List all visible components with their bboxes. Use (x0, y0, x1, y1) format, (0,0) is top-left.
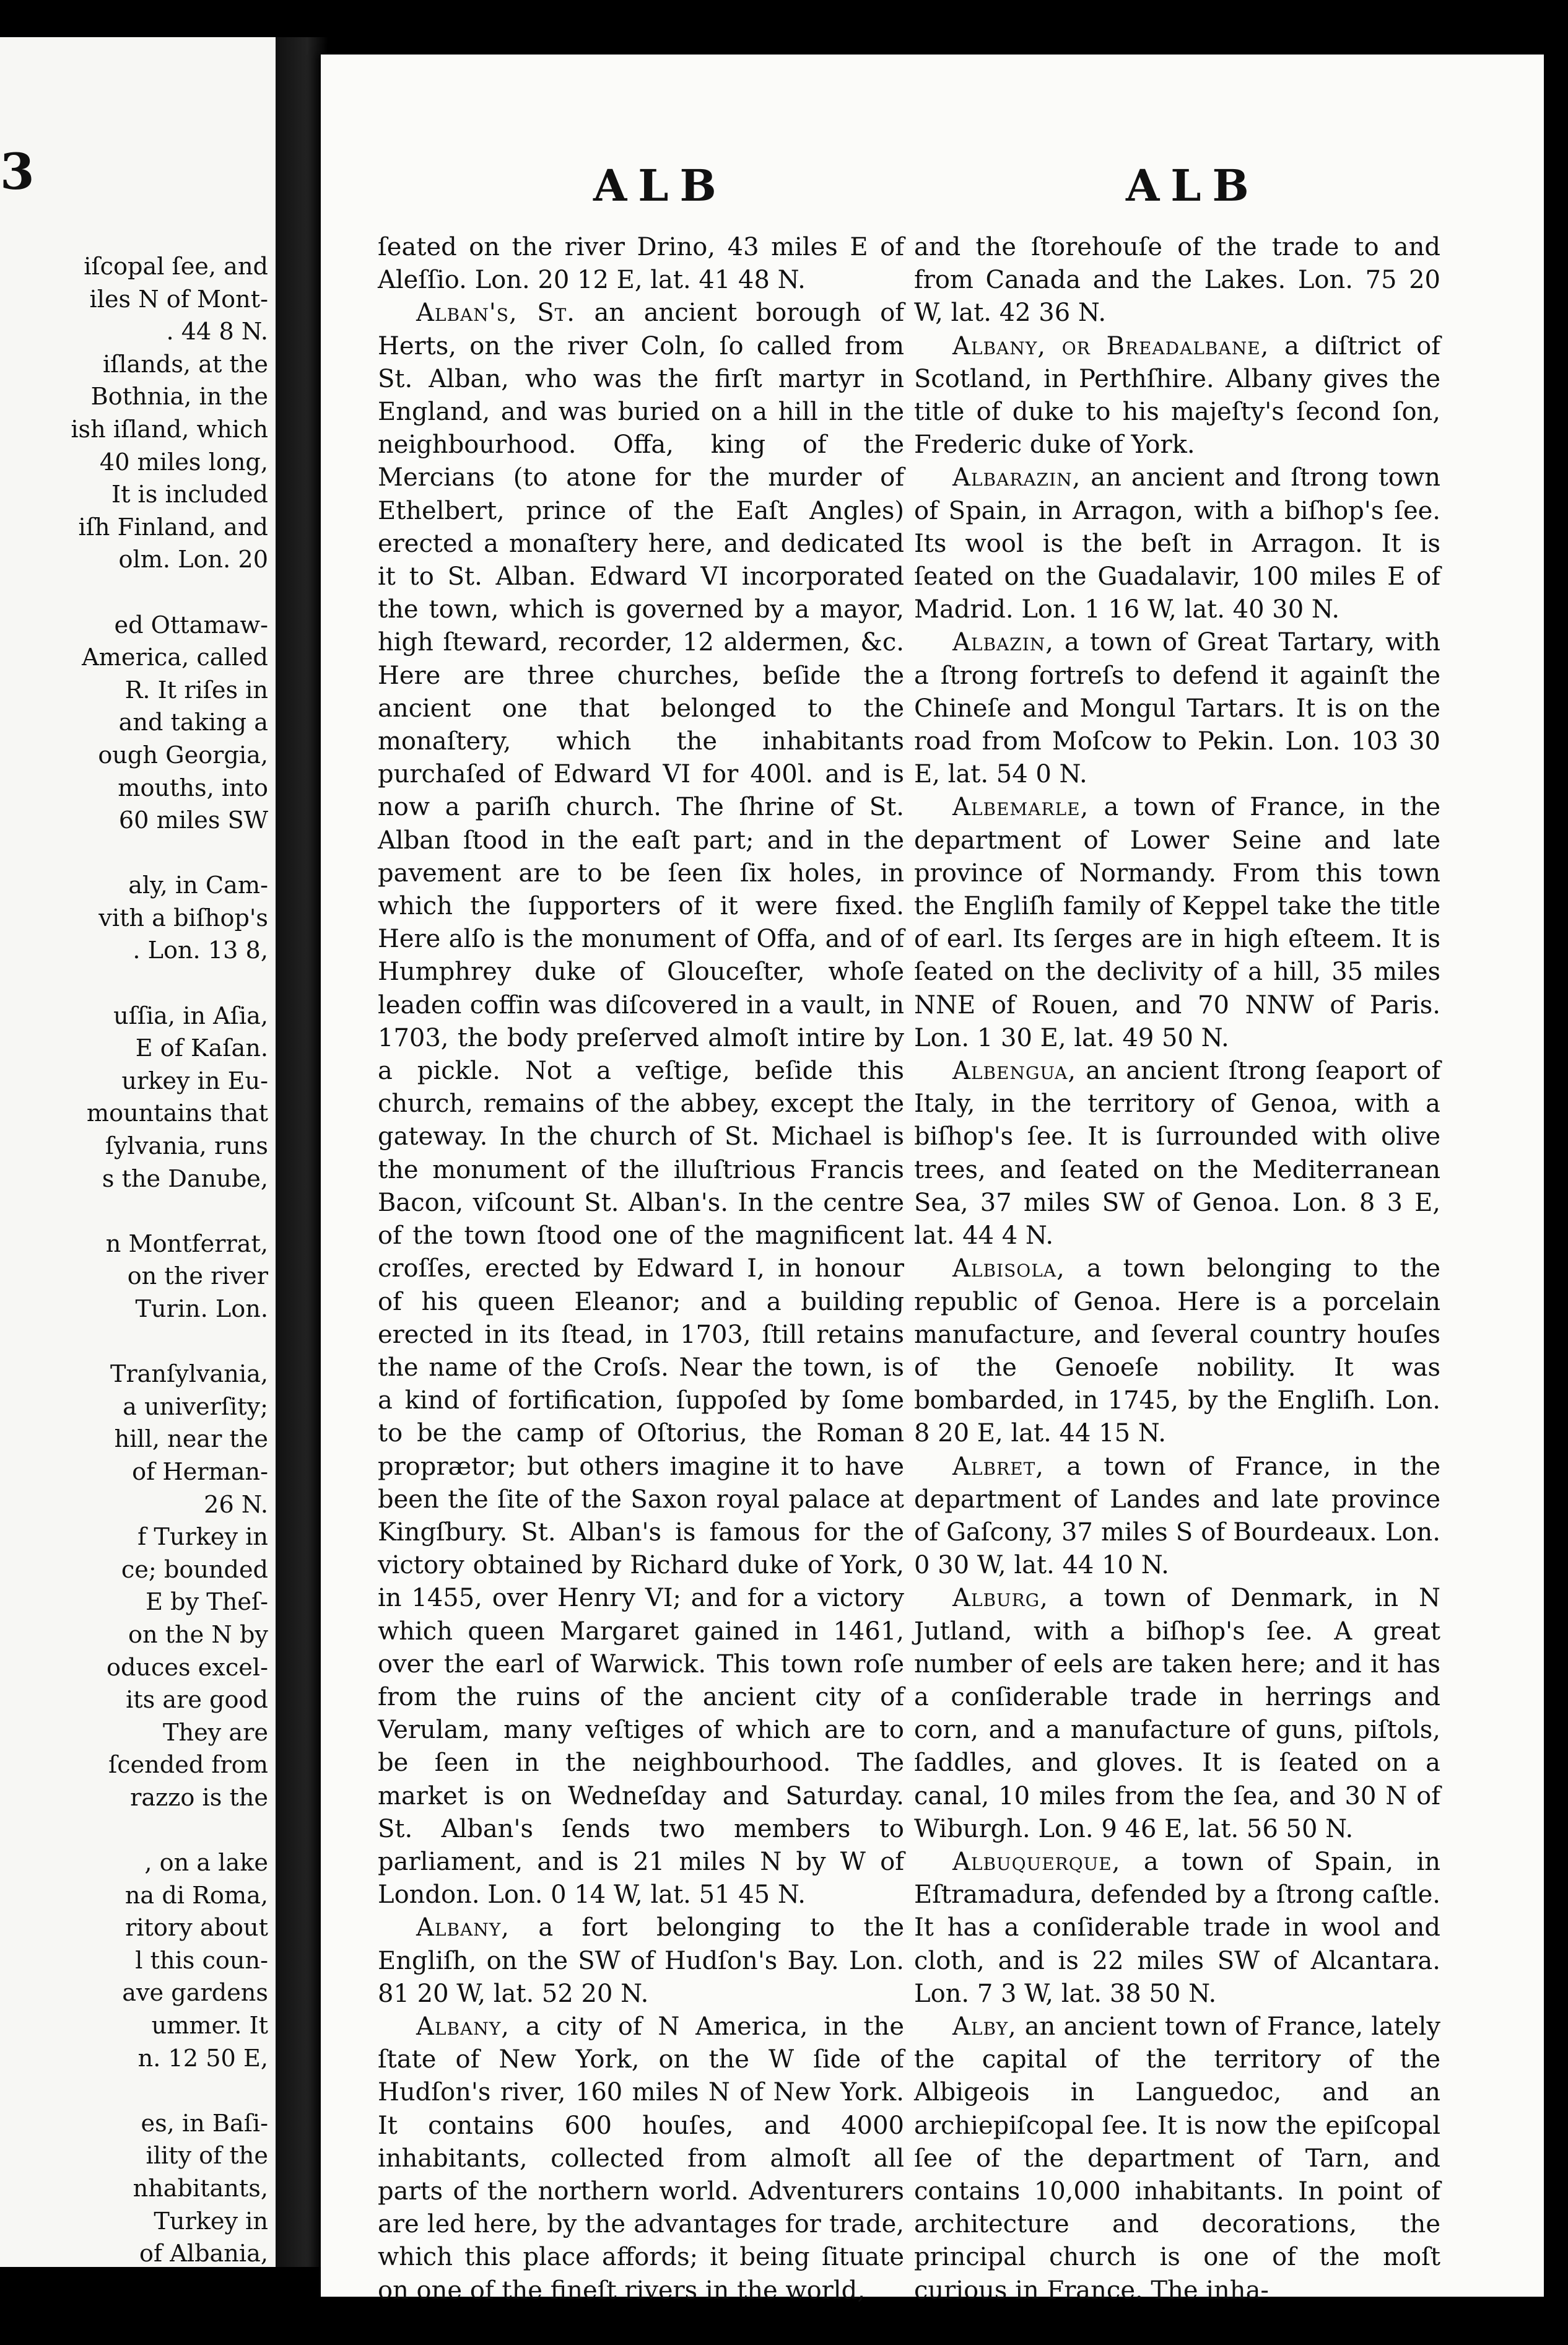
entry (378, 231, 904, 297)
entry (914, 461, 1440, 626)
fragment-line: aly, in Cam- (128, 872, 268, 900)
entry-text: a fort belonging to the Engliſh, on the SW of Hudſon's Bay. Lon. 81 20 W, lat. 52 20 N. (378, 1913, 904, 2008)
running-head-left: ALB (593, 160, 728, 211)
fragment-line: ough Georgia, (98, 741, 268, 769)
entry-headword: Albany, or Breadalbane, (952, 331, 1270, 360)
text-column-left (378, 231, 904, 2307)
entry-headword: Alby, (952, 2012, 1017, 2041)
entry-text: a town of France, in the department of Landes and late province of Gaſcony, 37 miles S of Bourdeaux. Lon. 0 30 W, lat. 44 10 N. (914, 1452, 1440, 1580)
fragment-line: ſcended from (108, 1752, 268, 1779)
fragment-line: Bothnia, in the (90, 383, 268, 411)
entry-headword: Albengua, (952, 1057, 1077, 1086)
entry-headword: Albuquerque, (952, 1847, 1121, 1876)
entry (914, 1252, 1440, 1450)
entry (914, 626, 1440, 791)
fragment-line: n Montferrat, (105, 1230, 268, 1258)
fragment-line: its are good (126, 1687, 268, 1714)
fragment-line: of Albania, (139, 2240, 268, 2267)
fragment-line: razzo is the (130, 1784, 268, 1812)
fragment-line: mountains that (86, 1100, 268, 1128)
text-column-right (914, 231, 1440, 2307)
fragment-line: 60 miles SW (118, 807, 268, 835)
entry-text: ſeated on the river Drino, 43 miles E of Aleſſio. Lon. 20 12 E, lat. 41 48 N. (378, 233, 904, 295)
entry-headword: Albany, (416, 1913, 510, 1942)
entry-headword: Albazin, (952, 628, 1055, 657)
fragment-line: nhabitants, (133, 2175, 268, 2203)
fragment-line: . Lon. 13 8, (133, 937, 268, 965)
fragment-line: mouths, into (118, 774, 268, 802)
entry-headword: Alban's, St. (416, 299, 576, 328)
fragment-line: ave gardens (122, 1980, 268, 2007)
fragment-line: E by Theſ- (146, 1589, 268, 1617)
fragment-line: a univerſity; (123, 1393, 268, 1421)
entry (378, 1911, 904, 2011)
entry-text: a city of N America, in the ſtate of New York, on the W ſide of Hudſon's river, 160 miles N of New York. It contains 600 houſes, and 4000 inhabitants, collected from almoſt all parts of the northern world. Adventurers are led here, by the advantages for trade, which this place affords; it being ſituate on one of the fineſt rivers in the world, (378, 2012, 904, 2305)
fragment-line: They are (163, 1719, 268, 1747)
fragment-line: ce; bounded (121, 1556, 268, 1584)
entry-text: an ancient and ſtrong town of Spain, in Arragon, with a biſhop's ſee. Its wool is the beſt in Arragon. It is ſeated on the Guadalavir, 100 miles E of Madrid. Lon. 1 16 W, lat. 40 30 N. (914, 463, 1440, 624)
entry-text: a town belonging to the republic of Genoa. Here is a porcelain manufacture, and ſeveral country houſes of the Genoeſe nobility. It was bombarded, in 1745, by the Engliſh. Lon. 8 20 E, lat. 44 15 N. (914, 1254, 1440, 1448)
entry (914, 1846, 1440, 2011)
fragment-line (0, 577, 276, 609)
entry (914, 1451, 1440, 1583)
entry (378, 2011, 904, 2307)
entry-headword: Albisola, (952, 1254, 1065, 1283)
fragment-line: Turin. Lon. (135, 1296, 268, 1323)
entry-text: an ancient borough of Herts, on the river Coln, ſo called from St. Alban, who was the firſt martyr in England, and was buried on a hill in the neighbourhood. Offa, king of the Mercians (to atone for the murder of Ethelbert, prince of the Eaſt Angles) erected a monaſtery here, and dedicated it to St. Alban. Edward VI incorporated the town, which is governed by a mayor, high ſteward, recorder, 12 aldermen, &c. Here are three churches, beſide the ancient one that belonged to the monaſtery, which the inhabitants purchaſed of Edward VI for 400l. and is now a pariſh church. The ſhrine of St. Alban ſtood in the eaſt part; and in the pavement are to be ſeen ſix holes, in which the ſupporters of it were fixed. Here alſo is the monument of Offa, and of Humphrey duke of Glouceſter, whoſe leaden coffin was diſcovered in a vault, in 1703, the body preſerved almoſt intire by a pickle. Not a veſtige, beſide this church, remains of the abbey, except the gateway. In the church of St. Michael is the monument of the illuſtrious Francis Bacon, viſcount St. Alban's. In the centre of the town ſtood one of the magnificent croſſes, erected by Edward I, in honour of his queen Eleanor; and a building erected in its ſtead, in 1703, ſtill retains the name of the Croſs. Near the town, is a kind of fortification, ſuppoſed by ſome to be the camp of Oſtorius, the Roman proprætor; but others imagine it to have been the ſite of the Saxon royal palace at Kingſbury. St. Alban's is famous for the victory obtained by Richard duke of York, in 1455, over Henry VI; and for a victory which queen Margaret gained in 1461, over the earl of Warwick. This town roſe from the ruins of the ancient city of Verulam, many veſtiges of which are to be ſeen in the neighbourhood. The market is on Wedneſday and Saturday. St. Alban's ſends two members to parliament, and is 21 miles N by W of London. Lon. 0 14 W, lat. 51 45 N. (378, 299, 905, 1910)
fragment-line: ed Ottamaw- (114, 611, 268, 639)
entry-headword: Alburg, (952, 1584, 1048, 1613)
fragment-line: America, called (82, 644, 268, 672)
entry (914, 330, 1440, 462)
fragment-line (0, 2075, 276, 2108)
entry-text: a diſtrict of Scotland, in Perthſhire. Albany gives the title of duke to his majeſty's ſecond ſon, Frederic duke of York. (914, 331, 1440, 460)
entry (914, 791, 1440, 1055)
fragment-line (0, 837, 276, 870)
fragment-line (0, 967, 276, 1000)
facing-page-text (0, 251, 276, 2267)
fragment-line: R. It riſes in (124, 676, 268, 704)
entry-text: a town of Denmark, in N Jutland, with a biſhop's ſee. A great number of eels are taken here; and it has a conſiderable trade in herrings and corn, and a manufacture of guns, piſtols, ſaddles, and gloves. It is ſeated on a canal, 10 miles from the ſea, and 30 N of Wiburgh. Lon. 9 46 E, lat. 56 50 N. (914, 1584, 1440, 1843)
dictionary-page (321, 55, 1544, 2305)
fragment-line: iſcopal ſee, and (84, 253, 268, 281)
fragment-line: na di Roma, (124, 1882, 268, 1910)
entry-headword: Albarazin, (952, 463, 1081, 492)
entry-text: a town of Great Tartary, with a ſtrong fortreſs to defend it againſt the Chineſe and Mongul Tartars. It is on the road from Moſcow to Pekin. Lon. 103 30 E, lat. 54 0 N. (914, 628, 1440, 789)
entry-headword: Albemarle, (952, 793, 1089, 822)
fragment-line: ish iſland, which (71, 416, 268, 443)
entry-headword: Albany, (416, 2012, 510, 2041)
fragment-line (0, 1326, 276, 1359)
entry-text: an ancient town of France, lately the capital of the territory of the Albigeois in Languedoc, and an archiepiſcopal ſee. It is now the epiſcopal ſee of the department of Tarn, and contains 10,000 inhabitants. In point of architecture and decorations, the principal church is one of the moſt curious in France. The inha- (914, 2012, 1440, 2305)
entry (914, 1055, 1440, 1252)
entry-text: an ancient ſtrong ſeaport of Italy, in the territory of Genoa, with a biſhop's ſee. It is ſurrounded with olive trees, and ſeated on the Mediterranean Sea, 37 miles SW of Genoa. Lon. 8 3 E, lat. 44 4 N. (914, 1057, 1440, 1251)
fragment-line: iles N of Mont- (89, 286, 268, 313)
entry-text: a town of Spain, in Eſtramadura, defended by a ſtrong caſtle. It has a conſiderable trade in wool and cloth, and is 22 miles SW of Alcantara. Lon. 7 3 W, lat. 38 50 N. (914, 1847, 1440, 2008)
entry (914, 1582, 1440, 1846)
fragment-line: It is included (111, 481, 268, 509)
fragment-line: and taking a (118, 709, 268, 737)
fragment-line (0, 1195, 276, 1228)
fragment-line: urkey in Eu- (121, 1067, 268, 1095)
fragment-line: hill, near the (114, 1426, 268, 1454)
fragment-line: ummer. It (151, 2012, 268, 2040)
fragment-line: f Turkey in (137, 1524, 268, 1552)
fragment-line: es, in Baſi- (141, 2110, 268, 2138)
entry (914, 231, 1440, 330)
fragment-line: ſylvania, runs (105, 1133, 268, 1161)
fragment-line: iſlands, at the (102, 351, 268, 378)
fragment-line: . 44 8 N. (166, 318, 268, 346)
fragment-line: on the N by (128, 1621, 268, 1649)
entry-text: and the ſtorehouſe of the trade to and from Canada and the Lakes. Lon. 75 20 W, lat. 42 36 N. (914, 233, 1440, 328)
fragment-line: 26 N. (204, 1491, 268, 1519)
fragment-line: , on a lake (144, 1849, 268, 1877)
fragment-line: Turkey in (154, 2207, 268, 2235)
facing-page-fragment (0, 37, 276, 2267)
fragment-line: olm. Lon. 20 (118, 546, 268, 574)
fragment-line: ility of the (146, 2142, 268, 2170)
page-marker: 3 (0, 142, 35, 201)
entry-text: a town of France, in the department of Lower Seine and late province of Normandy. From this town the Engliſh family of Keppel take the title of earl. Its ſerges are in high eſteem. It is ſeated on the declivity of a hill, 35 miles NNE of Rouen, and 70 NNW of Paris. Lon. 1 30 E, lat. 49 50 N. (914, 793, 1440, 1052)
fragment-line: uſſia, in Aſia, (113, 1002, 268, 1030)
fragment-line: on the river (127, 1263, 268, 1291)
fragment-line: ritory about (125, 1915, 268, 1942)
fragment-line: n. 12 50 E, (137, 2045, 268, 2072)
fragment-line: 40 miles long, (99, 448, 268, 476)
entry-headword: Albret, (952, 1452, 1044, 1481)
entry (914, 2011, 1440, 2307)
fragment-line: iſh Finland, and (78, 513, 268, 541)
fragment-line: oduces excel- (107, 1654, 268, 1682)
entry (378, 297, 904, 1911)
fragment-line: s the Danube, (102, 1165, 268, 1193)
fragment-line: vith a biſhop's (98, 904, 268, 932)
fragment-line: l this coun- (135, 1947, 268, 1975)
fragment-line: Tranſylvania, (110, 1361, 268, 1389)
fragment-line: E of Kaſan. (135, 1035, 268, 1063)
fragment-line (0, 1815, 276, 1848)
fragment-line: of Herman- (132, 1458, 268, 1486)
running-head-right: ALB (1126, 160, 1260, 211)
